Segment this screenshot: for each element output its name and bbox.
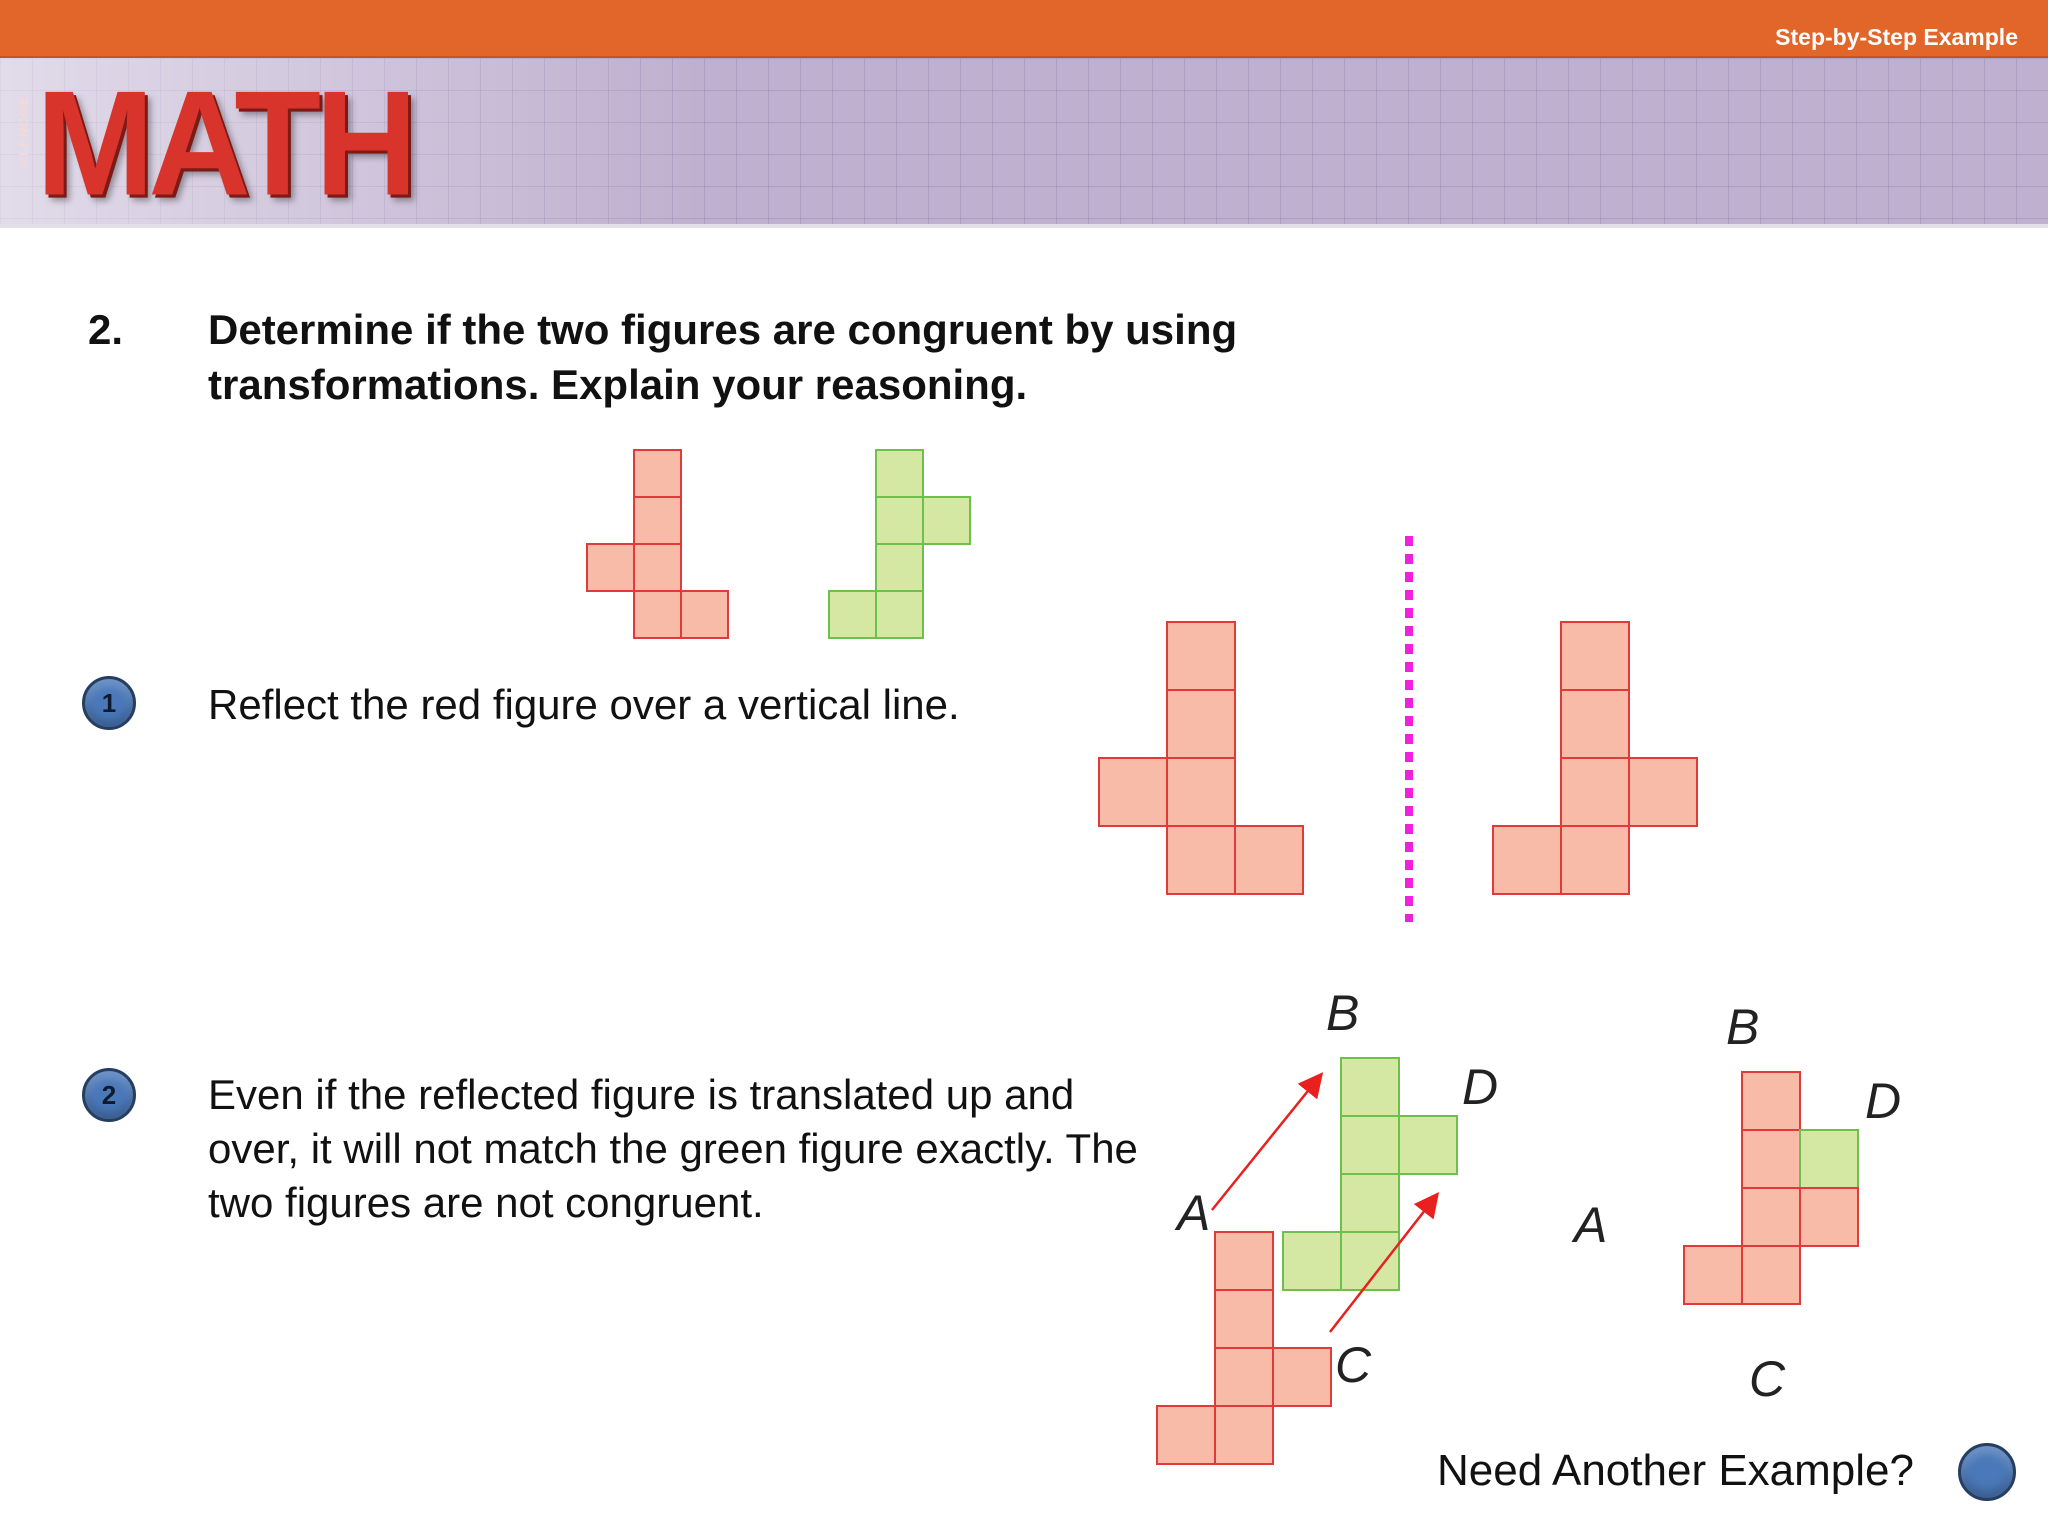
comparison-figure <box>1684 1072 1858 1304</box>
math-logo <box>16 60 412 228</box>
need-another-example-button[interactable] <box>1958 1443 2016 1501</box>
step-2-text: Even if the reflected figure is translated up and over, it will not match the green figure exactly. The two figures are not congruent. <box>208 1071 1138 1226</box>
label-c-right: C <box>1749 1351 1786 1407</box>
question-number: 2. <box>88 306 124 353</box>
question-text: Determine if the two figures are congruent by using transformations. Explain your reasoning. <box>208 306 1238 408</box>
label-b-left: B <box>1326 985 1360 1041</box>
red-figure-before-reflection <box>1099 622 1303 894</box>
label-b-right: B <box>1726 999 1760 1055</box>
red-figure-reflected <box>1493 622 1697 894</box>
need-another-example-label: Need Another Example? <box>1437 1446 1914 1495</box>
red-figure-original <box>587 450 728 638</box>
reflection-diagram <box>1090 530 1710 930</box>
translation-arrow-a-to-b <box>1212 1076 1320 1210</box>
translation-diagram <box>1150 985 2020 1470</box>
label-d-left: D <box>1462 1059 1499 1115</box>
step-by-step-label: Step-by-Step Example <box>1775 24 2018 50</box>
green-figure-translated <box>1283 1058 1457 1290</box>
logo-text: MATH <box>36 60 412 228</box>
original-figures <box>580 448 980 648</box>
label-d-right: D <box>1865 1073 1902 1129</box>
label-a-right: A <box>1574 1197 1608 1253</box>
top-accent-bar <box>0 0 2048 58</box>
label-a-left: A <box>1177 1185 1211 1241</box>
step-2-badge[interactable]: 2 <box>82 1068 136 1122</box>
logo-publisher-text: GLENCOE <box>16 95 32 168</box>
label-c-left: C <box>1335 1337 1372 1393</box>
step-1-text: Reflect the red figure over a vertical line. <box>208 681 960 728</box>
green-figure-original <box>829 450 970 638</box>
step-1-badge[interactable]: 1 <box>82 676 136 730</box>
